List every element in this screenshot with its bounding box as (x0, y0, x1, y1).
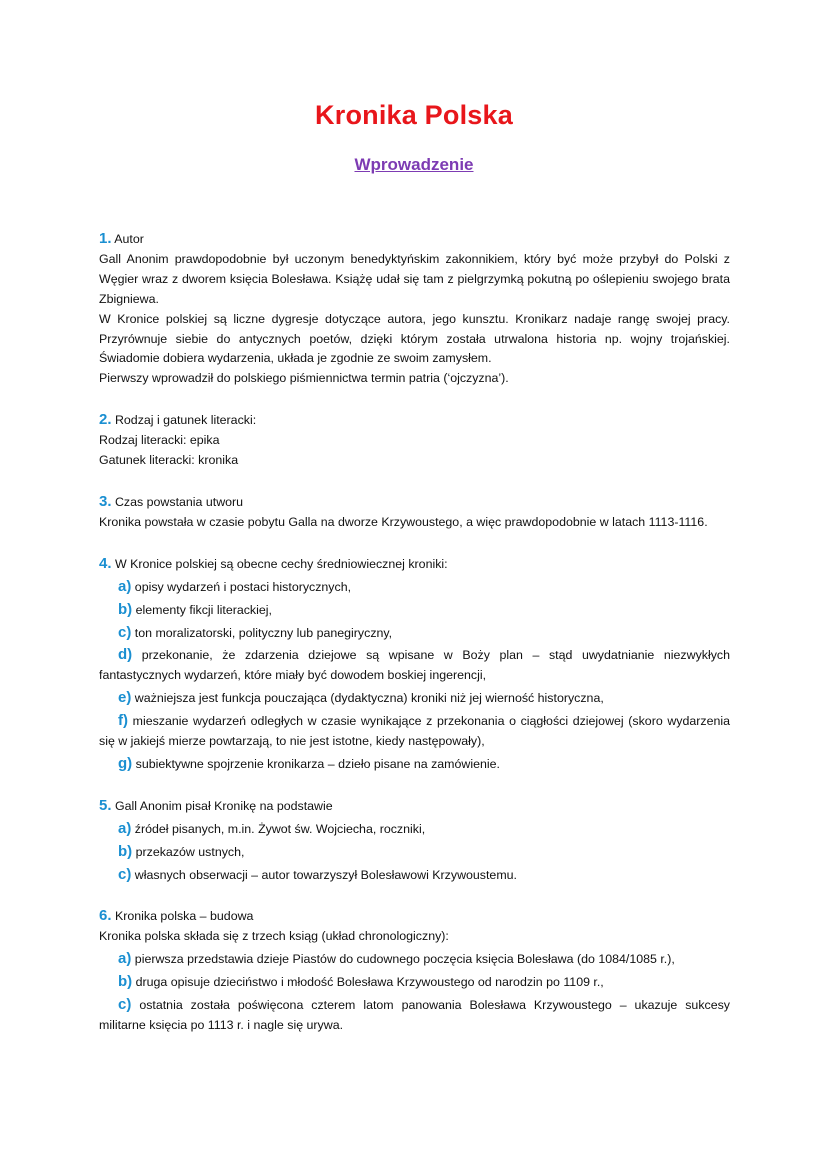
section-title: Gall Anonim pisał Kronikę na podstawie (114, 798, 333, 813)
list-text: ton moralizatorski, polityczny lub panegiryczny, (134, 625, 393, 640)
section-title: Rodzaj i gatunek literacki: (114, 413, 257, 428)
section-title: Autor (114, 232, 144, 246)
list-letter: a) (118, 819, 132, 837)
list-letter: a) (118, 577, 132, 595)
list-letter: d) (118, 646, 133, 664)
paragraph: Kronika polska składa się z trzech ksiąg (układ chronologiczny): (99, 929, 449, 944)
section-genre (99, 410, 730, 471)
section-heading (99, 796, 730, 817)
list-item (99, 577, 730, 598)
list-letter: a) (118, 950, 132, 968)
section-number: 5. (99, 796, 112, 814)
list-letter: f) (118, 712, 128, 730)
section-number: 3. (99, 492, 112, 510)
list-item (99, 711, 730, 752)
list-letter: e) (118, 689, 132, 707)
section-title: Czas powstania utworu (114, 494, 244, 509)
list-item (99, 754, 730, 775)
list-item (99, 688, 730, 709)
list-item (99, 842, 730, 863)
paragraph: Rodzaj literacki: epika (99, 433, 220, 448)
list-text: opisy wydarzeń i postaci historycznych, (134, 579, 352, 594)
list-text: pierwsza przedstawia dzieje Piastów do cudownego poczęcia księcia Bolesława (do 1084/1085 r.), (134, 952, 675, 967)
list-text: własnych obserwacji – autor towarzyszył Bolesławowi Krzywoustemu. (134, 867, 517, 882)
list-text: przekazów ustnych, (135, 844, 245, 859)
list-letter: b) (118, 842, 133, 860)
list-letter: c) (118, 996, 132, 1014)
list-letter: g) (118, 754, 133, 772)
section-number: 2. (99, 411, 112, 429)
list-letter: b) (118, 973, 133, 991)
document-body (99, 229, 730, 1057)
section-number: 1. (99, 230, 112, 247)
list-letter: c) (118, 623, 132, 641)
list-text: subiektywne spojrzenie kronikarza – dzieło pisane na zamówienie. (135, 756, 500, 771)
list-item (99, 819, 730, 840)
list-item (99, 623, 730, 644)
list-item (99, 865, 730, 886)
section-chronicle-features (99, 554, 730, 775)
paragraph: Gall Anonim prawdopodobnie był uczonym benedyktyńskim zakonnikiem, który być może przybył do Polski z Węgier wraz z dworem księcia Bolesława. Książę udał się tam z pielgrzymką pokutną po oślepieniu swojego brata Zbigniewa. (99, 251, 730, 306)
list-letter: b) (118, 600, 133, 618)
list-text: ostatnia została poświęcona czterem latom panowania Bolesława Krzywoustego – ukazuje sukcesy militarne księcia po 1113 r. i nagle się urywa. (99, 998, 730, 1032)
section-number: 4. (99, 554, 112, 572)
list-text: źródeł pisanych, m.in. Żywot św. Wojciecha, roczniki, (134, 821, 426, 836)
document-subtitle: Wprowadzenie (354, 155, 474, 174)
section-number: 6. (99, 907, 112, 925)
list-item (99, 995, 730, 1036)
document-title: Kronika Polska (315, 100, 513, 130)
list-text: elementy fikcji literackiej, (135, 602, 272, 617)
section-title: Kronika polska – budowa (114, 909, 254, 924)
section-creation-time (99, 492, 730, 533)
section-heading (99, 229, 730, 250)
section-heading (99, 906, 730, 927)
list-text: ważniejsza jest funkcja pouczająca (dydaktyczna) kroniki niż jej wierność historyczna, (134, 691, 604, 706)
list-text: mieszanie wydarzeń odległych w czasie wynikające z przekonania o ciągłości dziejowej (skoro wydarzenia się w jakiejś mierze powtarzają, to nie jest istotne, kiedy następowały), (99, 714, 730, 749)
section-heading (99, 410, 730, 431)
list-text: druga opisuje dzieciństwo i młodość Bolesława Krzywoustego od narodzin po 1109 r., (135, 975, 604, 990)
section-title: W Kronice polskiej są obecne cechy średniowiecznej kroniki: (114, 556, 448, 571)
section-structure (99, 906, 730, 1035)
list-item (99, 949, 730, 970)
section-sources (99, 796, 730, 886)
paragraph: Pierwszy wprowadził do polskiego piśmiennictwa termin patria (‘ojczyzna’). (99, 371, 509, 386)
section-author (99, 229, 730, 389)
list-letter: c) (118, 865, 132, 883)
list-text: przekonanie, że zdarzenia dziejowe są wpisane w Boży plan – stąd uwydatnianie niezwykłych fantastycznych wydarzeń, które miały być dowodem boskiej ingerencji, (99, 648, 730, 683)
paragraph: Gatunek literacki: kronika (99, 453, 239, 468)
paragraph: Kronika powstała w czasie pobytu Galla na dworze Krzywoustego, a więc prawdopodobnie w latach 1113-1116. (99, 514, 708, 529)
list-item (99, 972, 730, 993)
section-heading (99, 492, 730, 513)
section-heading (99, 554, 730, 575)
list-item (99, 600, 730, 621)
list-item (99, 645, 730, 686)
paragraph: W Kronice polskiej są liczne dygresje dotyczące autora, jego kunsztu. Kronikarz nadaje rangę swojej pracy. Przyrównuje siebie do antycznych poetów, dzięki którym została utrwalona historia np. wojny trojańskiej. Świadomie dobiera wydarzenia, układa je zgodnie ze swoim zamysłem. (99, 311, 730, 366)
